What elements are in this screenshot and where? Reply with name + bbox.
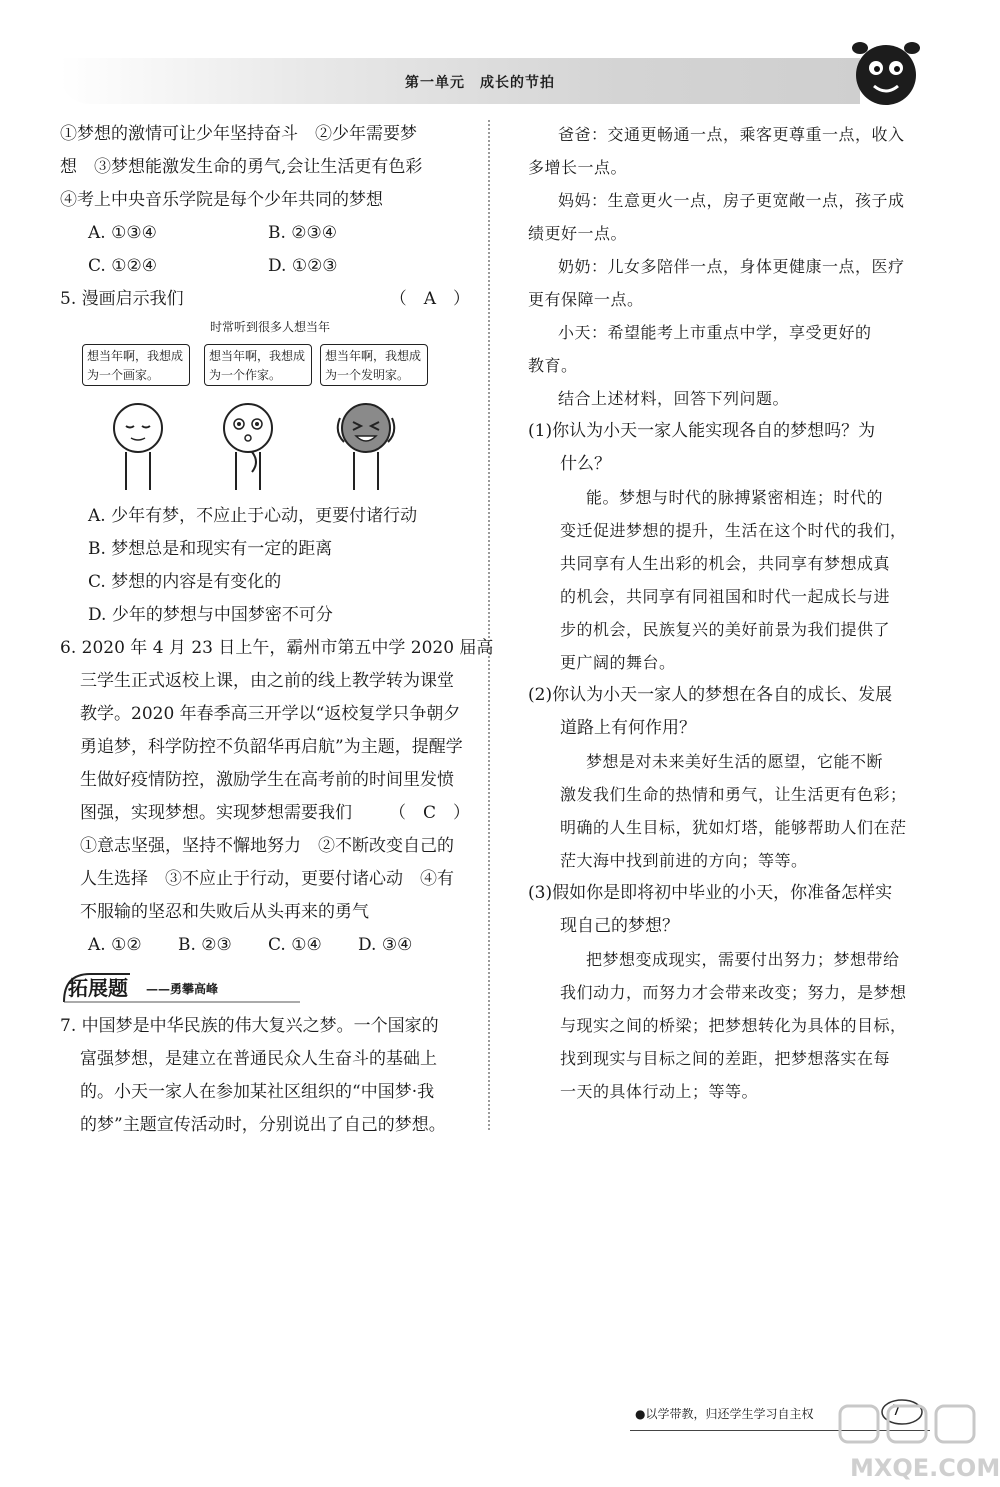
material-line: 多增长一点。 (528, 158, 628, 177)
sub-question-2: (2)你认为小天一家人的梦想在各自的成长、发展 (528, 685, 893, 705)
option: C. ①②④ (88, 256, 157, 276)
material-line: 结合上述材料，回答下列问题。 (558, 389, 790, 408)
q5-option: B. 梦想总是和现实有一定的距离 (88, 539, 333, 559)
answer-line: 我们动力，而努力才会带来改变；努力，是梦想 (560, 983, 907, 1002)
q5-stem (60, 283, 480, 316)
sub-question-1: 什么？ (560, 454, 611, 474)
q6-stem-line: 6. 2020 年 4 月 23 日上午，霸州市第五中学 2020 届高 (60, 638, 494, 658)
sub-question-1: (1)你认为小天一家人能实现各自的梦想吗？为 (528, 421, 876, 441)
material-line: 爸爸：交通更畅通一点，乘客更尊重一点，收入 (558, 125, 905, 144)
material-line: 小天：希望能考上市重点中学，享受更好的 (558, 323, 872, 342)
option: B. ②③ (178, 935, 232, 955)
q7-stem-line: 富强梦想，是建立在普通民众人生奋斗的基础上 (80, 1049, 437, 1069)
material-line: 妈妈：生意更火一点，房子更宽敞一点，孩子成 (558, 191, 905, 210)
speech-bubble-painter: 想当年啊，我想成为一个画家。 (82, 344, 190, 386)
q6-item-line: 不服输的坚忍和失败后从头再来的勇气 (80, 902, 369, 922)
q5-option: D. 少年的梦想与中国梦密不可分 (88, 605, 333, 625)
answer-line: 一天的具体行动上；等等。 (560, 1082, 759, 1101)
left-column (60, 118, 494, 1142)
answer-line: 能。梦想与时代的脉搏紧密相连；时代的 (586, 488, 884, 507)
page-number: 7 (892, 1403, 901, 1419)
option: A. ①③④ (88, 223, 157, 243)
answer-line: 明确的人生目标，犹如灯塔，能够帮助人们在茫 (560, 818, 907, 837)
answer-line: 的机会，共同享有同祖国和时代一起成长与进 (560, 587, 891, 606)
speech-bubble-writer: 想当年啊，我想成为一个作家。 (204, 344, 312, 386)
material-line: 更有保障一点。 (528, 290, 644, 309)
q6-stem-line: 教学。2020 年春季高三开学以“返校复学只争朝夕 (80, 704, 461, 724)
q4-item-line: 想 ③梦想能激发生命的勇气,会让生活更有色彩 (60, 157, 423, 177)
option: C. ①④ (268, 935, 322, 955)
q6-stem-row (60, 797, 480, 830)
answer-line: 梦想是对未来美好生活的愿望，它能不断 (586, 752, 884, 771)
answer-line: 激发我们生命的热情和勇气，让生活更有色彩； (560, 785, 907, 804)
answer-2 (528, 745, 938, 877)
q7-stem-line: 的梦”主题宣传活动时，分别说出了自己的梦想。 (80, 1115, 446, 1135)
figure-laughing-icon (326, 398, 406, 494)
q6-options (60, 929, 480, 962)
figure-thinking-icon (208, 398, 288, 494)
option: B. ②③④ (268, 223, 338, 243)
unit-title: 第一单元 成长的节拍 (405, 75, 555, 91)
watermark-logo-icon (830, 1400, 1000, 1487)
q6-answer: （ C ） (388, 803, 470, 823)
section-subtitle: ——勇攀高峰 (146, 982, 219, 996)
sub-question-2: 道路上有何作用？ (560, 718, 696, 738)
mascot-icon (840, 40, 926, 110)
svg-text:MXQE.COM: MXQE.COM (850, 1454, 1000, 1482)
q6-item-line: 人生选择 ③不应止于行动，更要付诸心动 ④有 (80, 869, 454, 889)
q6-stem-line: 勇追梦，科学防控不负韶华再启航”为主题，提醒学 (80, 737, 463, 757)
q4-item-line: ①梦想的激情可让少年坚持奋斗 ②少年需要梦 (60, 124, 417, 144)
q4-options-row2 (60, 250, 480, 283)
material-line: 绩更好一点。 (528, 224, 628, 243)
footer-slogan: ●以学带教，归还学生学习自主权 (635, 1407, 814, 1421)
section-title: 拓展题 (68, 976, 128, 1000)
q4-options-row1 (60, 217, 480, 250)
q6-stem-line: 图强，实现梦想。实现梦想需要我们 (80, 803, 352, 823)
material-line: 奶奶：儿女多陪伴一点，身体更健康一点，医疗 (558, 257, 905, 276)
answer-line: 把梦想变成现实，需要付出努力；梦想带给 (586, 950, 900, 969)
answer-line: 找到现实与目标之间的差距，把梦想落实在每 (560, 1049, 891, 1068)
answer-line: 与现实之间的桥梁；把梦想转化为具体的目标， (560, 1016, 907, 1035)
answer-line: 更广阔的舞台。 (560, 653, 676, 672)
comic-caption: 时常听到很多人想当年 (209, 320, 330, 334)
option: D. ③④ (358, 935, 413, 955)
answer-line: 变迁促进梦想的提升，生活在这个时代的我们， (560, 521, 907, 540)
column-divider (488, 120, 490, 1130)
option: A. ①② (88, 935, 142, 955)
figure-calm-icon (98, 398, 178, 494)
sub-question-3: (3)假如你是即将初中毕业的小天，你准备怎样实 (528, 883, 893, 903)
answer-1 (528, 481, 938, 679)
q6-item-line: ①意志坚强，坚持不懈地努力 ②不断改变自己的 (80, 836, 454, 856)
material-line: 教育。 (528, 356, 578, 375)
answer-line: 茫大海中找到前进的方向；等等。 (560, 851, 808, 870)
section-banner (60, 968, 480, 1008)
answer-3 (528, 943, 938, 1108)
comic-illustration (60, 318, 480, 496)
answer-line: 共同享有人生出彩的机会，共同享有梦想成真 (560, 554, 891, 573)
q6-stem-line: 三学生正式返校上课，由之前的线上教学转为课堂 (80, 671, 454, 691)
answer-line: 步的机会，民族复兴的美好前景为我们提供了 (560, 620, 891, 639)
q7-stem-line: 7. 中国梦是中华民族的伟大复兴之梦。一个国家的 (60, 1016, 439, 1036)
option: D. ①②③ (268, 256, 338, 276)
right-column (528, 118, 938, 1108)
q5-option: A. 少年有梦，不应止于心动，更要付诸行动 (88, 506, 418, 526)
q5-option: C. 梦想的内容是有变化的 (88, 572, 282, 592)
speech-bubble-inventor: 想当年啊，我想成为一个发明家。 (320, 344, 428, 386)
q7-stem-line: 的。小天一家人在参加某社区组织的“中国梦·我 (80, 1082, 435, 1102)
q5-text: 5. 漫画启示我们 (60, 289, 184, 309)
sub-question-3: 现自己的梦想？ (560, 916, 679, 936)
q6-stem-line: 生做好疫情防控，激励学生在高考前的时间里发愤 (80, 770, 454, 790)
q5-answer: （ A ） (389, 289, 470, 309)
q4-item-line: ④考上中央音乐学院是每个少年共同的梦想 (60, 190, 383, 210)
